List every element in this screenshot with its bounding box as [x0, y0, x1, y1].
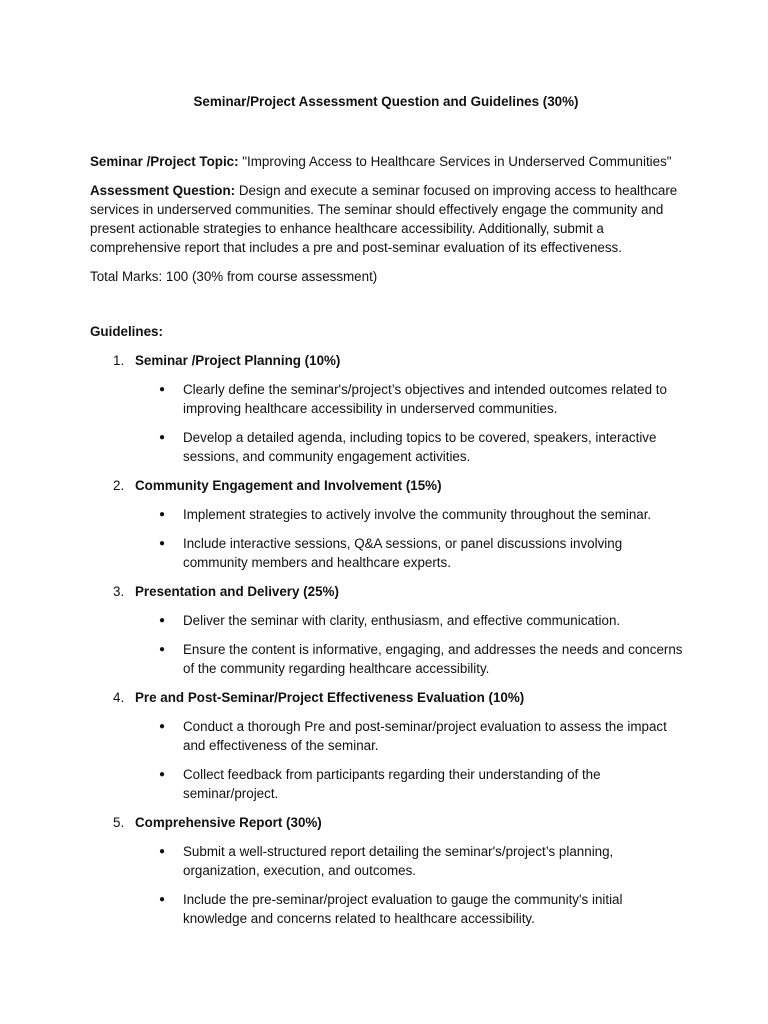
bullet-icon: ● — [159, 432, 166, 443]
guidelines-list — [90, 351, 690, 928]
guideline-section-1 — [90, 351, 690, 466]
document-page — [90, 92, 690, 938]
bullet-icon: ● — [159, 846, 166, 857]
bullet-icon: ● — [159, 894, 166, 905]
section-title: Comprehensive Report (30%) — [135, 815, 322, 830]
list-item — [90, 505, 690, 524]
section-heading — [90, 351, 690, 370]
section-heading — [90, 582, 690, 601]
topic-value: "Improving Access to Healthcare Services in Underserved Communities" — [238, 154, 672, 169]
section-title: Pre and Post-Seminar/Project Effectiveness Evaluation (10%) — [135, 690, 525, 705]
section-number: 3. — [113, 584, 125, 599]
bullet-text: Clearly define the seminar's/project’s objectives and intended outcomes related to improving healthcare accessibility in underserved communities. — [183, 382, 667, 416]
section-number: 2. — [113, 478, 125, 493]
bullet-text: Collect feedback from participants regarding their understanding of the seminar/project. — [183, 767, 601, 801]
bullet-icon: ● — [159, 538, 166, 549]
section-title: Community Engagement and Involvement (15%) — [135, 478, 442, 493]
list-item — [90, 765, 690, 803]
guideline-section-5 — [90, 813, 690, 928]
section-heading — [90, 688, 690, 707]
topic-label: Seminar /Project Topic: — [90, 154, 239, 169]
total-marks: Total Marks: 100 (30% from course assessment) — [90, 269, 378, 284]
question-label: Assessment Question: — [90, 183, 236, 198]
bullet-icon: ● — [159, 769, 166, 780]
document-title: Seminar/Project Assessment Question and Guidelines (30%) — [193, 94, 579, 109]
list-item — [90, 428, 690, 466]
bullet-icon: ● — [159, 384, 166, 395]
bullet-text: Implement strategies to actively involve the community throughout the seminar. — [183, 507, 652, 522]
list-item — [90, 611, 690, 630]
section-title: Seminar /Project Planning (10%) — [135, 353, 341, 368]
list-item — [90, 380, 690, 418]
section-number: 1. — [113, 353, 125, 368]
bullet-text: Develop a detailed agenda, including topics to be covered, speakers, interactive sessions, and community engagement activities. — [183, 430, 657, 464]
assessment-question — [90, 181, 690, 257]
bullet-text: Submit a well-structured report detailing the seminar's/project’s planning, organization, execution, and outcomes. — [183, 844, 614, 878]
section-heading — [90, 813, 690, 832]
guidelines-heading: Guidelines: — [90, 324, 163, 339]
list-item — [90, 842, 690, 880]
section-title: Presentation and Delivery (25%) — [135, 584, 339, 599]
section-number: 5. — [113, 815, 125, 830]
bullet-icon: ● — [159, 721, 166, 732]
bullet-text: Conduct a thorough Pre and post-seminar/project evaluation to assess the impact and effectiveness of the seminar. — [183, 719, 667, 753]
bullet-text: Include the pre-seminar/project evaluation to gauge the community's initial knowledge and concerns related to healthcare accessibility. — [183, 892, 623, 926]
bullet-text: Include interactive sessions, Q&A sessions, or panel discussions involving community members and healthcare experts. — [183, 536, 623, 570]
list-item — [90, 534, 690, 572]
question-text: Design and execute a seminar focused on improving access to healthcare services in underserved communities. The seminar should effectively engage the community and present actionable strategies to enhance healthcare accessibility. Additionally, submit a comprehensive report that includes a pre and post-seminar evaluation of its effectiveness. — [90, 183, 678, 255]
section-number: 4. — [113, 690, 125, 705]
bullet-text: Ensure the content is informative, engaging, and addresses the needs and concerns of the community regarding healthcare accessibility. — [183, 642, 683, 676]
section-heading — [90, 476, 690, 495]
guideline-section-4 — [90, 688, 690, 803]
bullet-icon: ● — [159, 644, 166, 655]
list-item — [90, 717, 690, 755]
bullet-icon: ● — [159, 615, 166, 626]
topic-line — [90, 152, 690, 171]
list-item — [90, 890, 690, 928]
list-item — [90, 640, 690, 678]
bullet-icon: ● — [159, 509, 166, 520]
guideline-section-3 — [90, 582, 690, 678]
guideline-section-2 — [90, 476, 690, 572]
bullet-text: Deliver the seminar with clarity, enthusiasm, and effective communication. — [183, 613, 621, 628]
